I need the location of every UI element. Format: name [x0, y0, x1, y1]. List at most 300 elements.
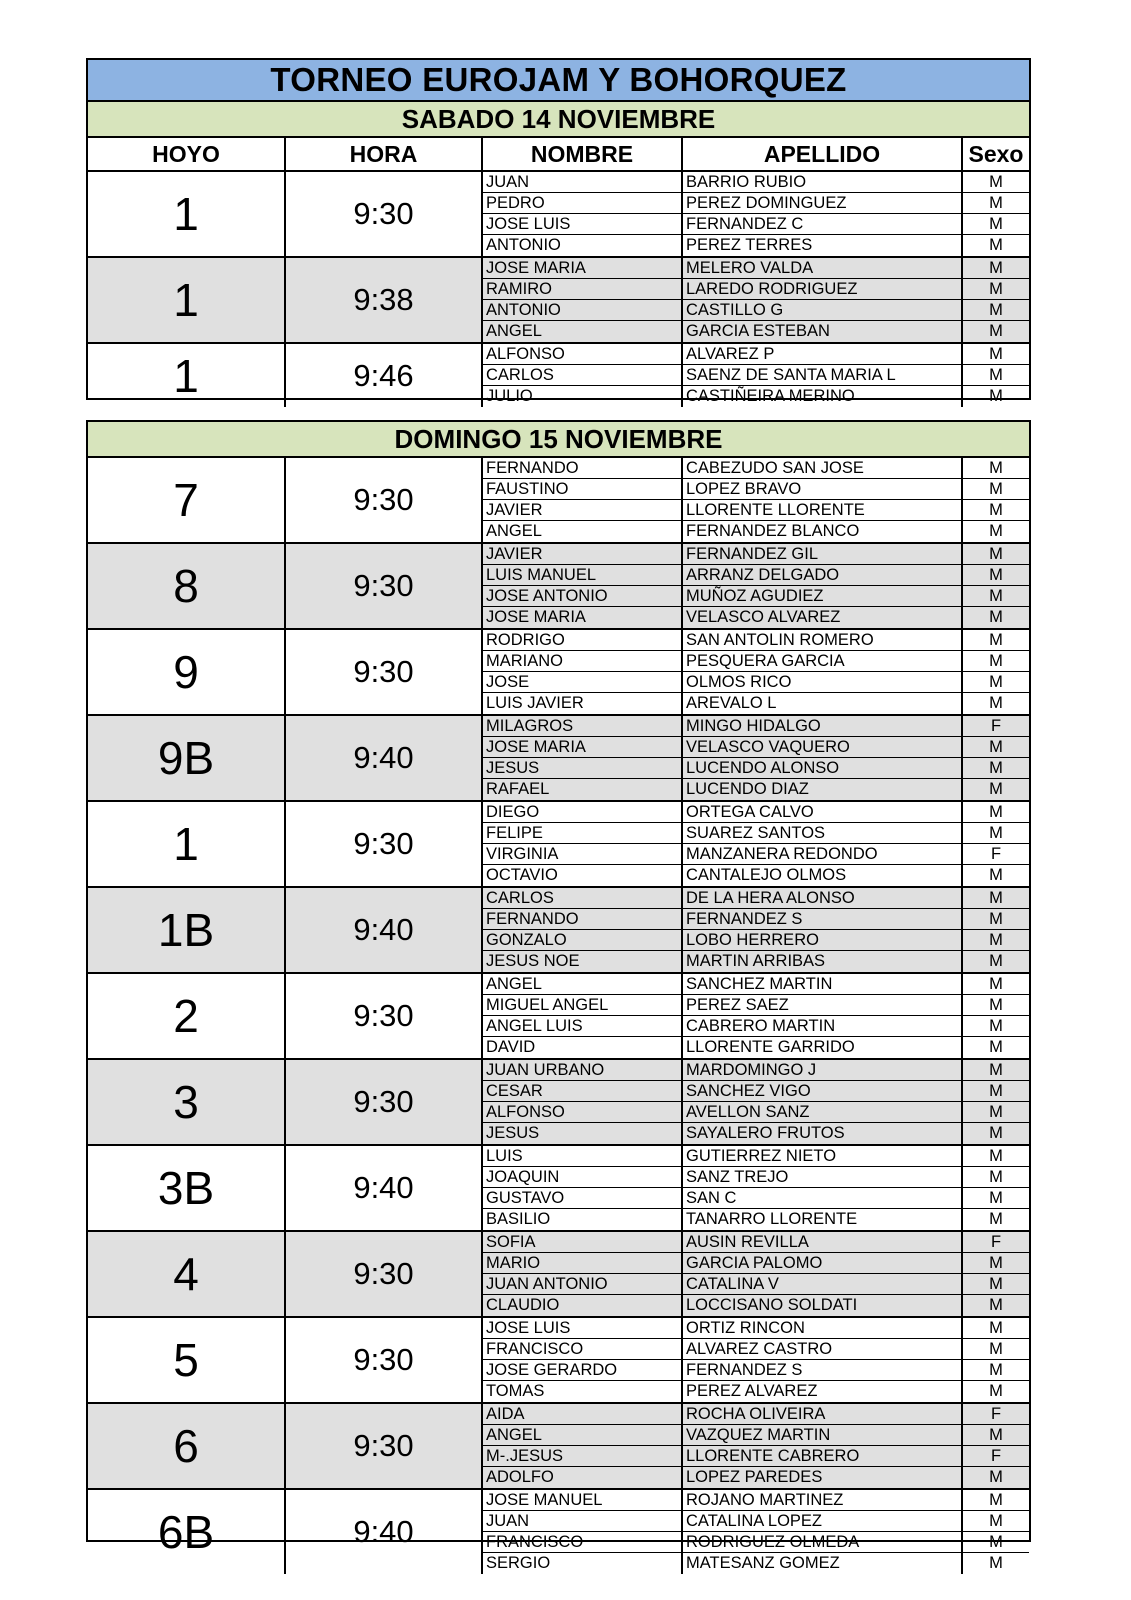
- player-surname: SAENZ DE SANTA MARIA L: [683, 365, 963, 385]
- player-row: [483, 1295, 1029, 1316]
- player-row: [483, 758, 1029, 779]
- player-row: [483, 716, 1029, 737]
- player-first-name: CARLOS: [483, 888, 683, 908]
- player-first-name: JOSE MARIA: [483, 258, 683, 278]
- player-row: [483, 672, 1029, 693]
- player-first-name: JUAN ANTONIO: [483, 1274, 683, 1294]
- player-sex: M: [989, 1060, 1003, 1079]
- day-header-sunday: DOMINGO 15 NOVIEMBRE: [88, 422, 1029, 458]
- player-surname: CABEZUDO SAN JOSE: [683, 458, 963, 478]
- player-sex: M: [989, 522, 1003, 540]
- player-sex: M: [989, 172, 1003, 191]
- tee-group: [88, 1404, 1029, 1490]
- player-sex: M: [989, 479, 1003, 498]
- player-first-name: FERNANDO: [483, 909, 683, 929]
- tee-group: [88, 630, 1029, 716]
- player-surname: LOCCISANO SOLDATI: [683, 1295, 963, 1316]
- player-sex: M: [989, 737, 1003, 756]
- player-surname: FERNANDEZ GIL: [683, 544, 963, 564]
- player-row: [483, 1425, 1029, 1446]
- saturday-table: [86, 58, 1031, 405]
- player-first-name: JULIO: [483, 386, 683, 407]
- player-surname: SAN ANTOLIN ROMERO: [683, 630, 963, 650]
- tee-time: 9:40: [286, 888, 483, 972]
- player-surname: ARRANZ DELGADO: [683, 565, 963, 585]
- player-surname: SANZ TREJO: [683, 1167, 963, 1187]
- hole-number: 8: [88, 544, 286, 628]
- player-row: [483, 930, 1029, 951]
- player-first-name: ANGEL: [483, 521, 683, 542]
- tee-groups: [88, 172, 1029, 407]
- player-row: [483, 458, 1029, 479]
- hole-number: 1: [88, 802, 286, 886]
- player-sex: M: [989, 1146, 1003, 1165]
- player-row: [483, 651, 1029, 672]
- player-row: [483, 235, 1029, 256]
- player-list: [483, 172, 1029, 256]
- player-sex: M: [989, 565, 1003, 584]
- player-list: [483, 458, 1029, 542]
- tee-time: 9:30: [286, 1318, 483, 1402]
- player-surname: LOPEZ PAREDES: [683, 1467, 963, 1488]
- player-sex: M: [989, 1016, 1003, 1035]
- hole-number: 3B: [88, 1146, 286, 1230]
- player-sex: M: [989, 930, 1003, 949]
- player-sex: M: [989, 193, 1003, 212]
- player-sex: M: [989, 279, 1003, 298]
- player-first-name: OCTAVIO: [483, 865, 683, 886]
- player-surname: BARRIO RUBIO: [683, 172, 963, 192]
- player-first-name: TOMAS: [483, 1381, 683, 1402]
- player-row: [483, 1102, 1029, 1123]
- hole-number: 3: [88, 1060, 286, 1144]
- tee-group: [88, 802, 1029, 888]
- tee-time: 9:30: [286, 458, 483, 542]
- player-first-name: PEDRO: [483, 193, 683, 213]
- player-sex: M: [989, 1382, 1003, 1400]
- player-surname: VELASCO ALVAREZ: [683, 607, 963, 628]
- player-row: [483, 479, 1029, 500]
- player-first-name: RAFAEL: [483, 779, 683, 800]
- tee-time: 9:30: [286, 1060, 483, 1144]
- player-row: [483, 321, 1029, 342]
- player-surname: AVELLON SANZ: [683, 1102, 963, 1122]
- col-apellido: APELLIDO: [683, 138, 963, 170]
- player-surname: CASTIÑEIRA MERINO: [683, 386, 963, 407]
- player-first-name: VIRGINIA: [483, 844, 683, 864]
- player-sex: M: [989, 1339, 1003, 1358]
- player-first-name: MARIO: [483, 1253, 683, 1273]
- player-sex: M: [989, 823, 1003, 842]
- player-surname: FERNANDEZ S: [683, 909, 963, 929]
- player-surname: RODRIGUEZ OLMEDA: [683, 1532, 963, 1552]
- player-surname: OLMOS RICO: [683, 672, 963, 692]
- player-first-name: GONZALO: [483, 930, 683, 950]
- player-surname: FERNANDEZ BLANCO: [683, 521, 963, 542]
- player-row: [483, 974, 1029, 995]
- player-row: [483, 1511, 1029, 1532]
- tee-time: 9:30: [286, 630, 483, 714]
- player-sex: M: [989, 888, 1003, 907]
- player-surname: MELERO VALDA: [683, 258, 963, 278]
- player-sex: M: [989, 1253, 1003, 1272]
- player-first-name: ANGEL: [483, 974, 683, 994]
- player-row: [483, 844, 1029, 865]
- player-first-name: M-.JESUS: [483, 1446, 683, 1466]
- player-sex: M: [989, 780, 1003, 798]
- col-hoyo: HOYO: [88, 138, 286, 170]
- player-surname: PEREZ DOMINGUEZ: [683, 193, 963, 213]
- player-first-name: JESUS: [483, 1123, 683, 1144]
- player-first-name: BASILIO: [483, 1209, 683, 1230]
- player-row: [483, 1060, 1029, 1081]
- player-surname: DE LA HERA ALONSO: [683, 888, 963, 908]
- player-sex: M: [989, 300, 1003, 319]
- player-surname: LUCENDO ALONSO: [683, 758, 963, 778]
- player-row: [483, 544, 1029, 565]
- player-first-name: JAVIER: [483, 500, 683, 520]
- player-row: [483, 1360, 1029, 1381]
- player-list: [483, 1318, 1029, 1402]
- player-sex: M: [989, 1102, 1003, 1121]
- player-first-name: FRANCISCO: [483, 1532, 683, 1552]
- player-surname: TANARRO LLORENTE: [683, 1209, 963, 1230]
- player-sex: M: [989, 1038, 1003, 1056]
- player-sex: M: [989, 672, 1003, 691]
- player-surname: GARCIA PALOMO: [683, 1253, 963, 1273]
- player-row: [483, 258, 1029, 279]
- player-sex: M: [989, 1318, 1003, 1337]
- player-first-name: JESUS NOE: [483, 951, 683, 972]
- player-first-name: DIEGO: [483, 802, 683, 822]
- player-first-name: JOSE ANTONIO: [483, 586, 683, 606]
- player-first-name: ADOLFO: [483, 1467, 683, 1488]
- player-sex: M: [989, 995, 1003, 1014]
- player-first-name: JOSE MARIA: [483, 607, 683, 628]
- player-first-name: LUIS JAVIER: [483, 693, 683, 714]
- tee-time: 9:40: [286, 1146, 483, 1230]
- player-row: [483, 1037, 1029, 1058]
- player-list: [483, 1060, 1029, 1144]
- player-row: [483, 1081, 1029, 1102]
- player-sex: M: [989, 630, 1003, 649]
- player-list: [483, 1490, 1029, 1574]
- player-row: [483, 630, 1029, 651]
- player-surname: PEREZ TERRES: [683, 235, 963, 256]
- hole-number: 1: [88, 258, 286, 342]
- hole-number: 1: [88, 172, 286, 256]
- player-row: [483, 995, 1029, 1016]
- player-row: [483, 1146, 1029, 1167]
- player-sex: M: [989, 458, 1003, 477]
- player-sex: M: [989, 586, 1003, 605]
- player-surname: ALVAREZ CASTRO: [683, 1339, 963, 1359]
- player-row: [483, 607, 1029, 628]
- player-list: [483, 258, 1029, 342]
- player-sex: M: [989, 365, 1003, 384]
- player-sex: M: [989, 500, 1003, 519]
- player-row: [483, 802, 1029, 823]
- tee-time: 9:30: [286, 544, 483, 628]
- tee-time: 9:30: [286, 172, 483, 256]
- player-row: [483, 1274, 1029, 1295]
- player-first-name: LUIS MANUEL: [483, 565, 683, 585]
- player-surname: LOPEZ BRAVO: [683, 479, 963, 499]
- player-list: [483, 1146, 1029, 1230]
- player-surname: AREVALO L: [683, 693, 963, 714]
- player-surname: ALVAREZ P: [683, 344, 963, 364]
- player-surname: LLORENTE GARRIDO: [683, 1037, 963, 1058]
- tee-group: [88, 344, 1029, 407]
- player-surname: PEREZ ALVAREZ: [683, 1381, 963, 1402]
- player-row: [483, 737, 1029, 758]
- player-row: [483, 193, 1029, 214]
- player-surname: ROCHA OLIVEIRA: [683, 1404, 963, 1424]
- player-surname: GUTIERREZ NIETO: [683, 1146, 963, 1166]
- player-sex: M: [989, 387, 1003, 405]
- player-sex: M: [989, 1124, 1003, 1142]
- tee-group: [88, 1318, 1029, 1404]
- player-sex: M: [989, 1167, 1003, 1186]
- tee-group: [88, 716, 1029, 802]
- player-sex: M: [989, 544, 1003, 563]
- tee-group: [88, 1146, 1029, 1232]
- player-row: [483, 344, 1029, 365]
- hole-number: 1: [88, 344, 286, 407]
- player-row: [483, 565, 1029, 586]
- player-surname: SANCHEZ VIGO: [683, 1081, 963, 1101]
- player-row: [483, 888, 1029, 909]
- tee-time: 9:30: [286, 1232, 483, 1316]
- player-surname: GARCIA ESTEBAN: [683, 321, 963, 342]
- player-sex: M: [989, 974, 1003, 993]
- tee-time: 9:38: [286, 258, 483, 342]
- tee-group: [88, 974, 1029, 1060]
- player-row: [483, 1167, 1029, 1188]
- player-list: [483, 802, 1029, 886]
- player-first-name: JOSE LUIS: [483, 214, 683, 234]
- player-sex: M: [989, 1532, 1003, 1551]
- player-list: [483, 1232, 1029, 1316]
- tee-group: [88, 458, 1029, 544]
- player-row: [483, 1532, 1029, 1553]
- player-first-name: RAMIRO: [483, 279, 683, 299]
- player-surname: ORTIZ RINCON: [683, 1318, 963, 1338]
- player-row: [483, 386, 1029, 407]
- player-row: [483, 172, 1029, 193]
- player-row: [483, 779, 1029, 800]
- hole-number: 6B: [88, 1490, 286, 1574]
- player-sex: M: [989, 694, 1003, 712]
- player-first-name: JOSE MARIA: [483, 737, 683, 757]
- tee-time: 9:46: [286, 344, 483, 407]
- player-row: [483, 1232, 1029, 1253]
- col-nombre: NOMBRE: [483, 138, 683, 170]
- player-surname: CABRERO MARTIN: [683, 1016, 963, 1036]
- player-surname: SANCHEZ MARTIN: [683, 974, 963, 994]
- player-row: [483, 1016, 1029, 1037]
- player-surname: FERNANDEZ S: [683, 1360, 963, 1380]
- player-row: [483, 1553, 1029, 1574]
- player-row: [483, 823, 1029, 844]
- player-list: [483, 974, 1029, 1058]
- player-first-name: CESAR: [483, 1081, 683, 1101]
- hole-number: 2: [88, 974, 286, 1058]
- player-first-name: JOSE: [483, 672, 683, 692]
- hole-number: 7: [88, 458, 286, 542]
- player-list: [483, 1404, 1029, 1488]
- player-first-name: CARLOS: [483, 365, 683, 385]
- player-first-name: SERGIO: [483, 1553, 683, 1574]
- player-first-name: ALFONSO: [483, 1102, 683, 1122]
- player-sex: M: [989, 608, 1003, 626]
- player-surname: MARDOMINGO J: [683, 1060, 963, 1080]
- player-surname: CASTILLO G: [683, 300, 963, 320]
- player-sex: M: [989, 1296, 1003, 1314]
- player-first-name: JUAN: [483, 172, 683, 192]
- player-first-name: DAVID: [483, 1037, 683, 1058]
- player-row: [483, 1467, 1029, 1488]
- player-first-name: ANTONIO: [483, 300, 683, 320]
- player-first-name: SOFIA: [483, 1232, 683, 1252]
- player-row: [483, 1123, 1029, 1144]
- hole-number: 6: [88, 1404, 286, 1488]
- tee-time: 9:30: [286, 1404, 483, 1488]
- day-header-saturday: SABADO 14 NOVIEMBRE: [88, 102, 1029, 138]
- player-first-name: ALFONSO: [483, 344, 683, 364]
- hole-number: 4: [88, 1232, 286, 1316]
- player-sex: M: [989, 1554, 1003, 1572]
- player-row: [483, 1339, 1029, 1360]
- player-surname: LAREDO RODRIGUEZ: [683, 279, 963, 299]
- col-sexo: Sexo: [968, 140, 1024, 167]
- player-surname: MARTIN ARRIBAS: [683, 951, 963, 972]
- hole-number: 9: [88, 630, 286, 714]
- player-list: [483, 716, 1029, 800]
- player-row: [483, 1381, 1029, 1402]
- player-row: [483, 1209, 1029, 1230]
- player-first-name: LUIS: [483, 1146, 683, 1166]
- player-first-name: JESUS: [483, 758, 683, 778]
- player-surname: CATALINA LOPEZ: [683, 1511, 963, 1531]
- player-sex: F: [990, 1404, 1002, 1423]
- tee-group: [88, 172, 1029, 258]
- player-surname: SAN C: [683, 1188, 963, 1208]
- player-list: [483, 888, 1029, 972]
- player-sex: M: [989, 214, 1003, 233]
- player-first-name: JUAN URBANO: [483, 1060, 683, 1080]
- player-first-name: RODRIGO: [483, 630, 683, 650]
- tee-time: 9:40: [286, 1490, 483, 1574]
- player-first-name: JUAN: [483, 1511, 683, 1531]
- player-row: [483, 1404, 1029, 1425]
- tee-time: 9:30: [286, 802, 483, 886]
- player-surname: PEREZ SAEZ: [683, 995, 963, 1015]
- player-surname: MINGO HIDALGO: [683, 716, 963, 736]
- player-first-name: JOSE GERARDO: [483, 1360, 683, 1380]
- tee-group: [88, 888, 1029, 974]
- player-surname: CATALINA V: [683, 1274, 963, 1294]
- player-first-name: GUSTAVO: [483, 1188, 683, 1208]
- player-first-name: ANGEL LUIS: [483, 1016, 683, 1036]
- player-first-name: JOSE MANUEL: [483, 1490, 683, 1510]
- player-surname: MATESANZ GOMEZ: [683, 1553, 963, 1574]
- player-row: [483, 365, 1029, 386]
- col-hora: HORA: [286, 138, 483, 170]
- player-list: [483, 344, 1029, 407]
- player-first-name: CLAUDIO: [483, 1295, 683, 1316]
- player-sex: M: [989, 1210, 1003, 1228]
- player-surname: AUSIN REVILLA: [683, 1232, 963, 1252]
- player-sex: M: [989, 802, 1003, 821]
- player-sex: M: [989, 236, 1003, 254]
- player-sex: F: [990, 1446, 1002, 1465]
- player-sex: M: [989, 952, 1003, 970]
- player-sex: M: [989, 866, 1003, 884]
- tee-time: 9:30: [286, 974, 483, 1058]
- player-sex: M: [989, 1425, 1003, 1444]
- hole-number: 5: [88, 1318, 286, 1402]
- tee-time: 9:40: [286, 716, 483, 800]
- tournament-title: TORNEO EUROJAM Y BOHORQUEZ: [88, 60, 1029, 102]
- player-sex: M: [989, 1468, 1003, 1486]
- player-row: [483, 214, 1029, 235]
- player-first-name: MIGUEL ANGEL: [483, 995, 683, 1015]
- player-surname: LOBO HERRERO: [683, 930, 963, 950]
- player-row: [483, 279, 1029, 300]
- player-surname: PESQUERA GARCIA: [683, 651, 963, 671]
- player-row: [483, 1188, 1029, 1209]
- player-sex: M: [989, 322, 1003, 340]
- player-surname: MANZANERA REDONDO: [683, 844, 963, 864]
- player-surname: LLORENTE LLORENTE: [683, 500, 963, 520]
- player-surname: VAZQUEZ MARTIN: [683, 1425, 963, 1445]
- tee-group: [88, 1060, 1029, 1146]
- sunday-table: [86, 420, 1031, 1572]
- player-list: [483, 544, 1029, 628]
- player-first-name: ANGEL: [483, 1425, 683, 1445]
- tee-group: [88, 1232, 1029, 1318]
- player-sex: F: [990, 844, 1002, 863]
- player-sex: M: [989, 1490, 1003, 1509]
- player-sex: M: [989, 1081, 1003, 1100]
- player-surname: ROJANO MARTINEZ: [683, 1490, 963, 1510]
- player-row: [483, 951, 1029, 972]
- player-sex: M: [989, 758, 1003, 777]
- player-sex: M: [989, 651, 1003, 670]
- player-first-name: FELIPE: [483, 823, 683, 843]
- player-row: [483, 1253, 1029, 1274]
- player-row: [483, 1446, 1029, 1467]
- player-first-name: FERNANDO: [483, 458, 683, 478]
- player-surname: CANTALEJO OLMOS: [683, 865, 963, 886]
- player-first-name: AIDA: [483, 1404, 683, 1424]
- player-surname: LUCENDO DIAZ: [683, 779, 963, 800]
- player-row: [483, 693, 1029, 714]
- player-row: [483, 1490, 1029, 1511]
- player-sex: M: [989, 1360, 1003, 1379]
- player-surname: MUÑOZ AGUDIEZ: [683, 586, 963, 606]
- player-surname: ORTEGA CALVO: [683, 802, 963, 822]
- player-first-name: FAUSTINO: [483, 479, 683, 499]
- player-first-name: ANTONIO: [483, 235, 683, 256]
- player-surname: SUAREZ SANTOS: [683, 823, 963, 843]
- player-first-name: MILAGROS: [483, 716, 683, 736]
- player-list: [483, 630, 1029, 714]
- player-row: [483, 500, 1029, 521]
- player-sex: M: [989, 1274, 1003, 1293]
- player-sex: M: [989, 909, 1003, 928]
